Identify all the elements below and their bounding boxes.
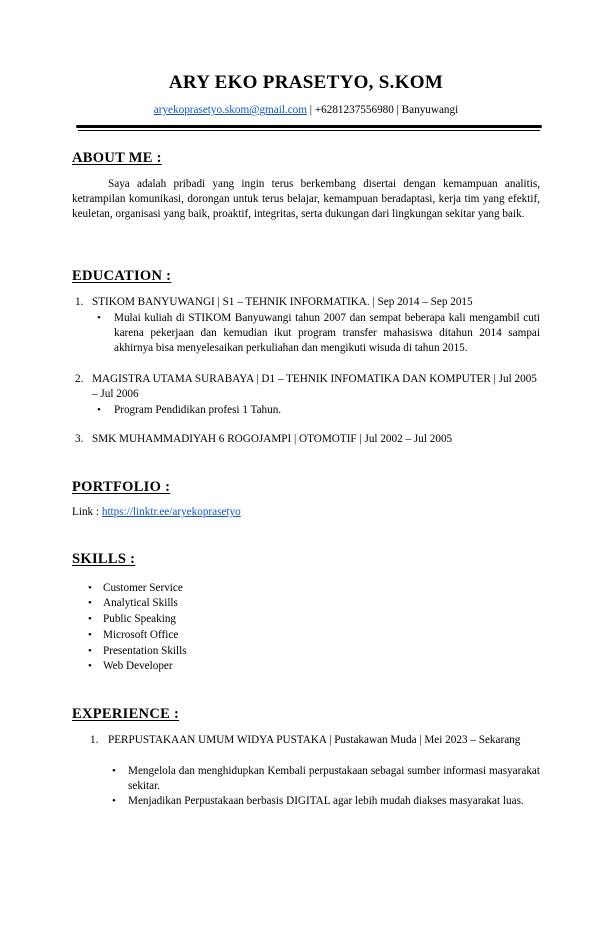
education-item-title: SMK MUHAMMADIYAH 6 ROGOJAMPI | OTOMOTIF | Jul 2002 – Jul 2005 [92,433,453,445]
skills-heading: SKILLS : [72,551,136,567]
bullet-dot: • [88,660,92,672]
bullet-dot: • [88,629,92,641]
skill-item: Web Developer [103,660,173,672]
experience-item-detail: Menjadikan Perpustakaan berbasis DIGITAL agar lebih mudah diakses masyarakat luas. [128,795,524,807]
portfolio-heading: PORTFOLIO : [72,479,171,495]
experience-item-title: PERPUSTAKAAN UMUM WIDYA PUSTAKA | Pustakawan Muda | Mei 2023 – Sekarang [108,734,521,746]
bullet-dot: • [88,613,92,625]
email-link[interactable]: aryekoprasetyo.skom@gmail.com [153,104,307,116]
about-paragraph: Saya adalah pribadi yang ingin terus berkembang disertai dengan kemampuan analitis, ketrampilan komunikasi, dorongan untuk terus belajar, kemampuan beradaptasi, kerja tim yang efektif, keuletan, organisasi yang baik, proaktif, integritas, serta dukungan dari lingkungan sekitar yang baik. [72,178,540,221]
bullet-dot: • [88,645,92,657]
portfolio-link-line [72,506,241,518]
skill-item: Analytical Skills [103,597,178,609]
education-item-detail: Program Pendidikan profesi 1 Tahun. [114,404,282,416]
skill-item: Public Speaking [103,613,177,625]
contact-details: | +6281237556980 | Banyuwangi [306,104,459,116]
experience-item-number: 1. [90,734,99,746]
bullet-dot: • [88,582,92,594]
bullet-dot: • [112,795,116,807]
bullet-dot: • [97,404,101,416]
skill-item: Customer Service [103,582,183,594]
education-item-detail: Mulai kuliah di STIKOM Banyuwangi tahun 2007 dan sempat beberapa kali mengambil cuti karena pekerjaan dan kemudian ikut program transfer mahasiswa ditahun 2014 sampai akhirnya bisa menyelesaikan perkuliahan dan mengikuti wisuda di tahun 2015. [114,312,540,354]
header-divider-thick [76,125,542,128]
experience-item-detail: Mengelola dan menghidupkan Kembali perpustakaan sebagai sumber informasi masyarakat sekitar. [128,765,540,792]
skill-item: Presentation Skills [103,645,187,657]
bullet-dot: • [88,597,92,609]
education-item-title: MAGISTRA UTAMA SURABAYA | D1 – TEHNIK INFOMATIKA DAN KOMPUTER | Jul 2005 – Jul 2006 [92,373,537,400]
experience-heading: EXPERIENCE : [72,706,180,722]
header-divider-thin [78,130,540,131]
education-item-number: 3. [75,433,84,445]
portfolio-link[interactable]: https://linktr.ee/aryekoprasetyo [101,506,241,518]
education-item-number: 1. [75,296,84,308]
bullet-dot: • [112,765,116,777]
contact-line [0,104,612,116]
bullet-dot: • [97,312,101,324]
education-item-title: STIKOM BANYUWANGI | S1 – TEHNIK INFORMATIKA. | Sep 2014 – Sep 2015 [92,296,473,308]
portfolio-link-label: Link : [72,506,102,518]
candidate-name: ARY EKO PRASETYO, S.KOM [168,72,444,93]
skill-item: Microsoft Office [103,629,179,641]
about-heading: ABOUT ME : [72,150,162,166]
education-item-number: 2. [75,373,84,385]
education-heading: EDUCATION : [72,268,172,284]
